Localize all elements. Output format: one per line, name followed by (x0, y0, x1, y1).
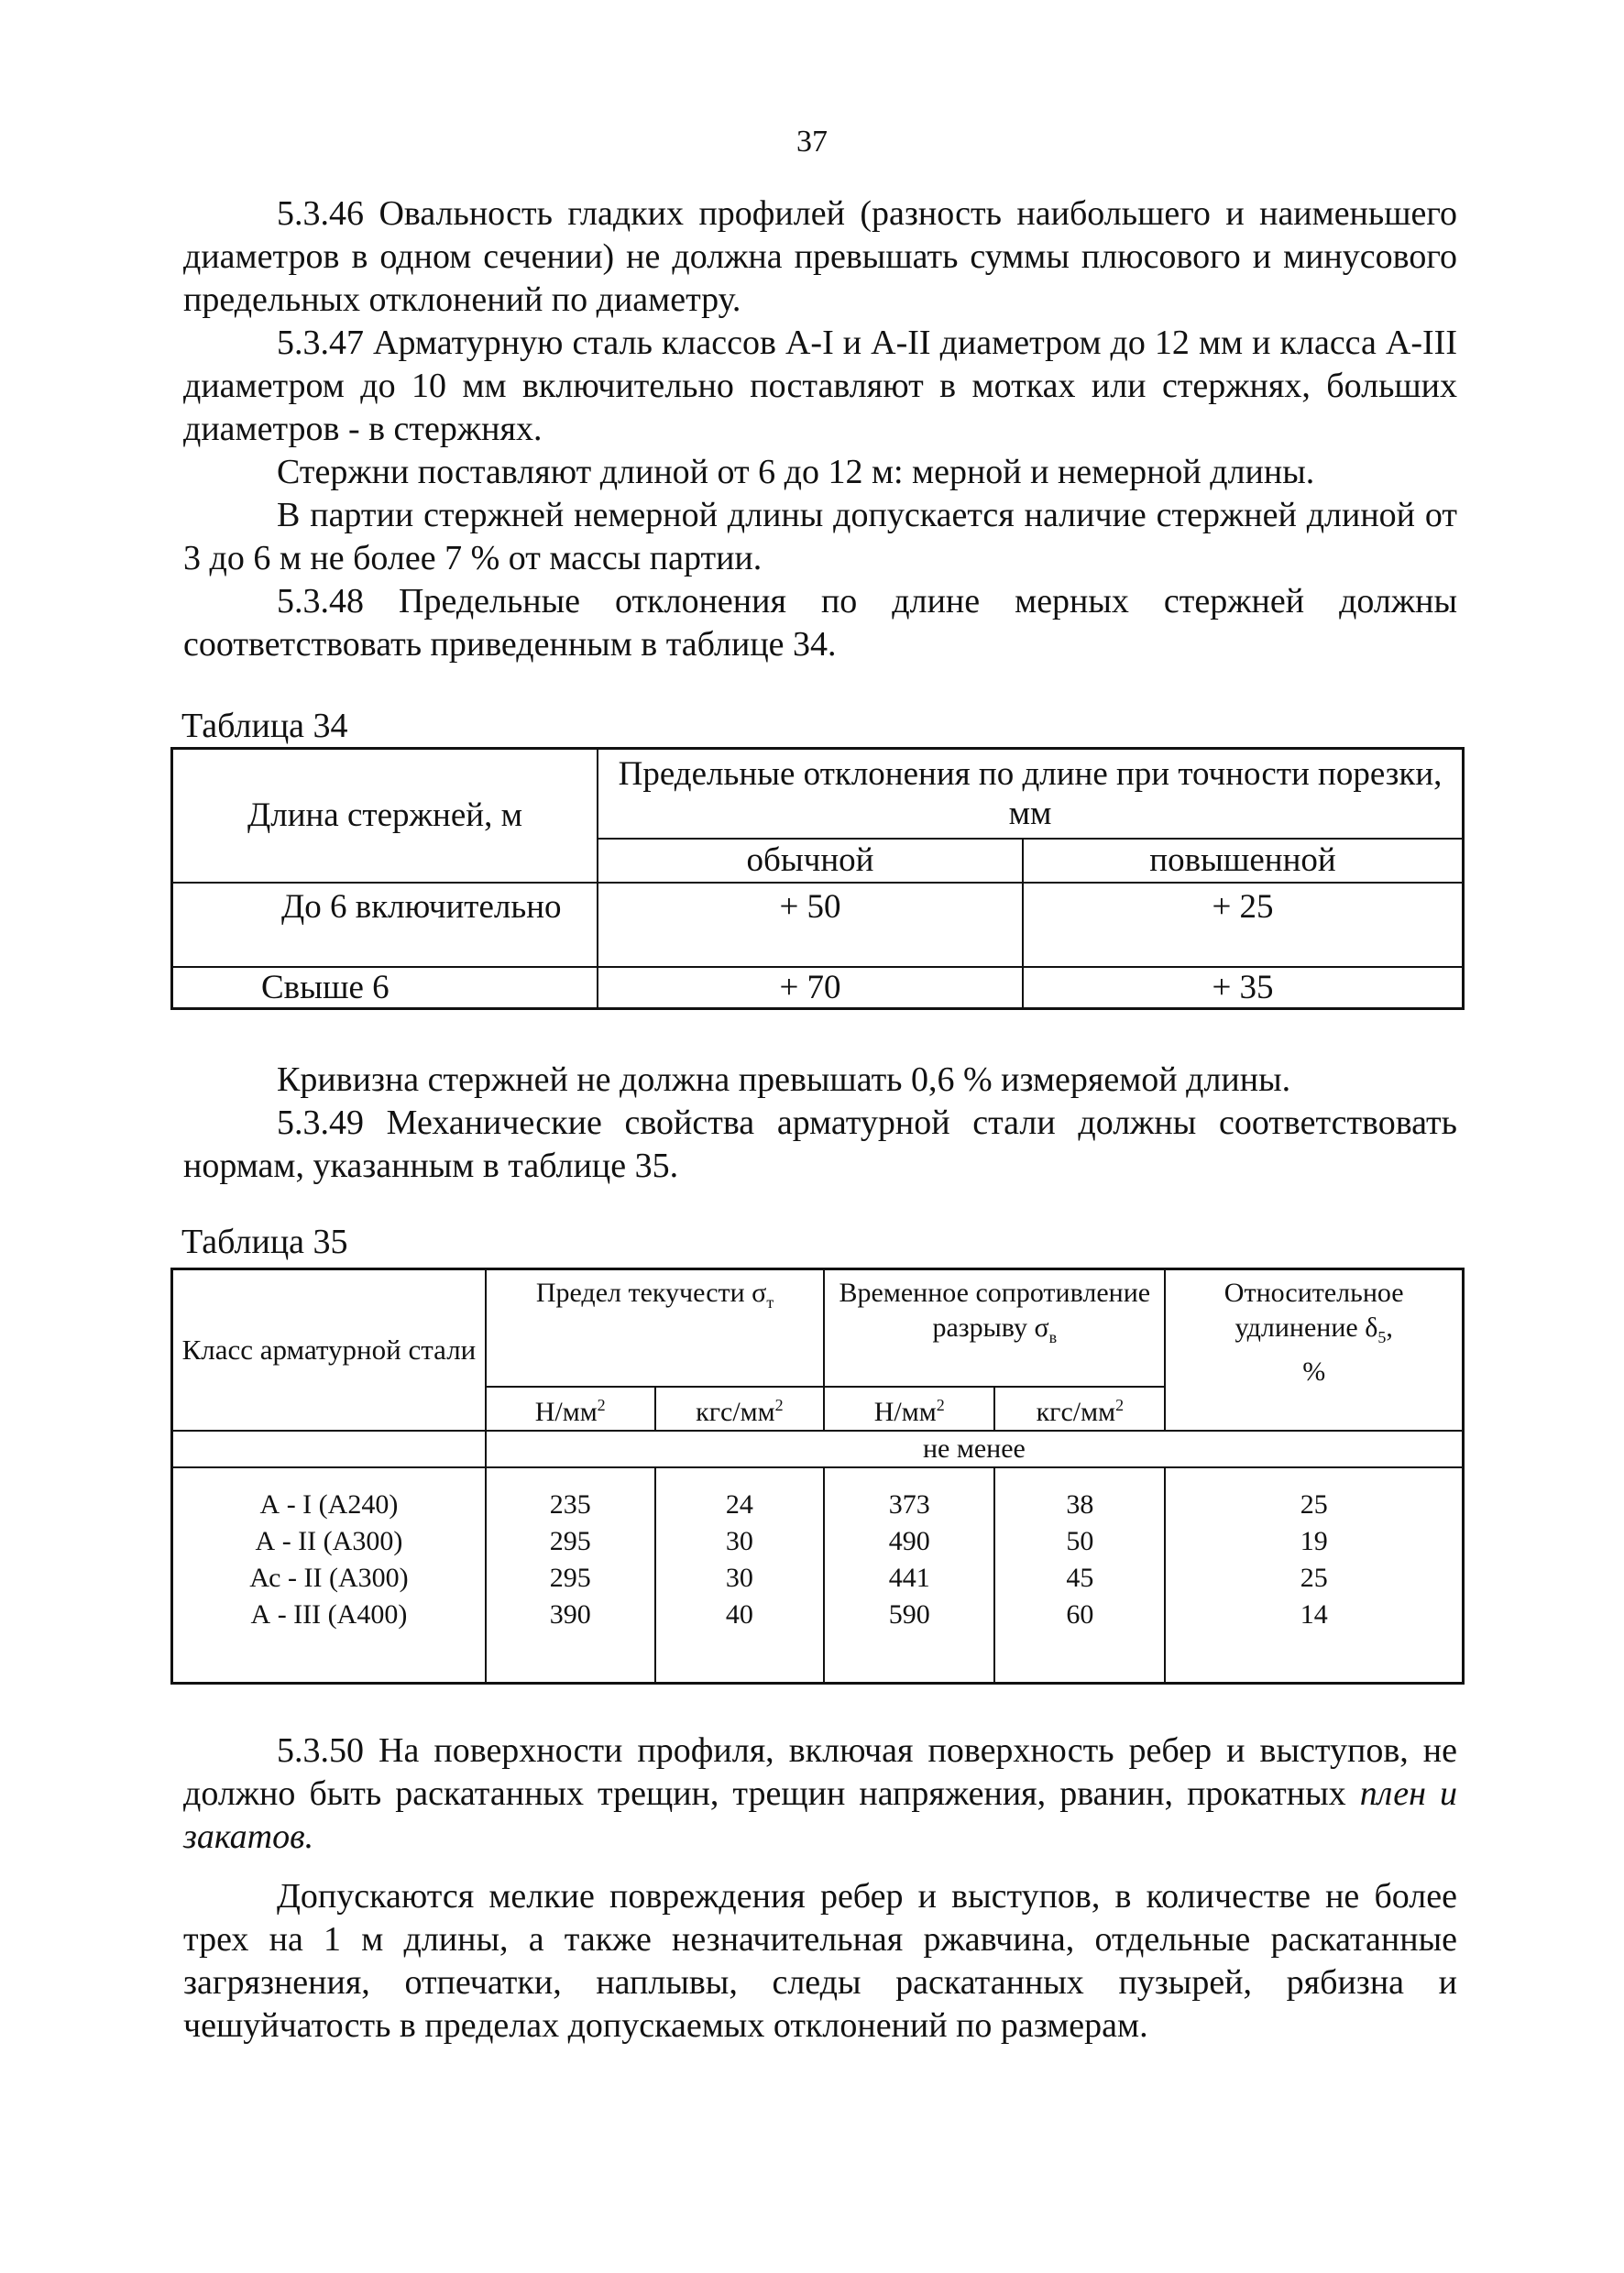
value: 30 (725, 1525, 753, 1556)
paragraph-5-3-46: 5.3.46 Овальность гладких профилей (разность наибольшего и наименьшего диаметров в одном сечении) не должна превышать суммы плюсового и минусового предельных отклонений по диаметру. (183, 194, 1457, 319)
value: 25 (1300, 1488, 1328, 1520)
table-34-length-cell: Свыше 6 (172, 967, 598, 1009)
paragraph-5-3-49: 5.3.49 Механические свойства арматурной стали должны соответствовать нормам, указанным в таблице 35. (183, 1104, 1457, 1185)
table-35-class-cell (172, 1467, 486, 1684)
value: 295 (549, 1525, 591, 1556)
paragraph-allowed-defects: Допускаются мелкие повреждения ребер и выступов, в количестве не более трех на 1 м длины, а также незначительная ржавчина, отдельные раскатанные загрязнения, отпечатки, наплывы, следы раскатанных пузырей, рябизна и чешуйчатость в пределах допускаемых отклонений по размерам. (183, 1877, 1457, 2045)
value: 390 (549, 1598, 591, 1630)
value: 235 (549, 1488, 591, 1520)
table-34-high-cell: + 35 (1023, 967, 1464, 1009)
table-34-normal-cell: + 50 (598, 883, 1023, 967)
value: 490 (888, 1525, 930, 1556)
text-block-top (183, 192, 1457, 666)
class-value: А - I (А240) (259, 1488, 399, 1520)
table-34-normal-cell: + 70 (598, 967, 1023, 1009)
table-35-caption: Таблица 35 (181, 1223, 348, 1261)
table-35-tensile-kgs-cell (994, 1467, 1165, 1684)
paragraph-curvature: Кривизна стержней не должна превышать 0,6 % измеряемой длины. (277, 1060, 1291, 1099)
value: 441 (888, 1562, 930, 1593)
value: 38 (1066, 1488, 1094, 1520)
table-35-tensile-n-cell (824, 1467, 994, 1684)
value: 14 (1300, 1598, 1328, 1630)
table-34-header-high: повышенной (1023, 839, 1464, 883)
table-34-length-cell: До 6 включительно (172, 883, 598, 967)
table-35-elongation-cell (1165, 1467, 1463, 1684)
table-35-unit-yield-n: $Н/мм^2$ (486, 1387, 655, 1431)
italic-text: плен и закатов. (183, 1774, 1458, 1856)
paragraph-rod-length: Стержни поставляют длиной от 6 до 12 м: мерной и немерной длины. (277, 453, 1315, 491)
value: 373 (888, 1488, 930, 1520)
table-34-header-normal: обычной (598, 839, 1023, 883)
value: 24 (725, 1488, 753, 1520)
table-35-blank-cell (172, 1431, 486, 1467)
value: 30 (725, 1562, 753, 1593)
table-row (172, 967, 1464, 1009)
table-34-caption: Таблица 34 (181, 707, 348, 745)
paragraph-5-3-48: 5.3.48 Предельные отклонения по длине мерных стержней должны соответствовать приведенным в таблице 34. (183, 582, 1457, 664)
class-value: А - III (А400) (250, 1598, 408, 1630)
paragraph-nonmeasured-batch: В партии стержней немерной длины допускается наличие стержней длиной от 3 до 6 м не более 7 % от массы партии. (183, 496, 1457, 577)
value: 19 (1300, 1525, 1328, 1556)
table-35-unit-tensile-n: $Н/мм^2$ (824, 1387, 994, 1431)
value: 295 (549, 1562, 591, 1593)
table-34-header-group: Предельные отклонения по длине при точности порезки, мм (598, 749, 1464, 839)
paragraph-5-3-50: 5.3.50 На поверхности профиля, включая поверхность ребер и выступов, не должно быть раскатанных трещин, трещин напряжения, рванин, прокатных плен и закатов. (183, 1731, 1458, 1856)
text-block-bottom (183, 1729, 1457, 2048)
page-number: 37 (796, 125, 828, 159)
table-34 (170, 747, 1465, 1010)
table-35-header-tensile: Временное сопротивление разрыву $\sigma_в$ (824, 1269, 1165, 1387)
table-35-header-yield: Предел текучести $\sigma_т$ (486, 1269, 824, 1387)
table-34-high-cell: + 25 (1023, 883, 1464, 967)
table-35-unit-tensile-kgs: кгс/$мм^2$ (994, 1387, 1165, 1431)
value: 50 (1066, 1525, 1094, 1556)
table-35-unit-yield-kgs: кгс/$мм^2$ (655, 1387, 825, 1431)
table-35 (170, 1268, 1465, 1685)
table-row (172, 1467, 1464, 1684)
table-35-header-class: Класс арматурной стали (172, 1269, 486, 1431)
value: 590 (888, 1598, 930, 1630)
table-35-yield-n-cell (486, 1467, 655, 1684)
value: 40 (725, 1598, 753, 1630)
value: 25 (1300, 1562, 1328, 1593)
table-34-header-length: Длина стержней, м (172, 749, 598, 883)
value: 60 (1066, 1598, 1094, 1630)
table-35-header-elongation: Относительное удлинение $\delta_5$, % (1165, 1269, 1463, 1431)
text-block-middle (183, 1059, 1457, 1188)
table-35-not-less: не менее (486, 1431, 1464, 1467)
class-value: Ас - II (А300) (249, 1562, 409, 1593)
value: 45 (1066, 1562, 1094, 1593)
paragraph-5-3-47: 5.3.47 Арматурную сталь классов А-I и А-II диаметром до 12 мм и класса А-III диаметром до 10 мм включительно поставляют в мотках или стержнях, больших диаметров - в стержнях. (183, 324, 1457, 448)
class-value: А - II (А300) (255, 1525, 403, 1556)
table-row (172, 883, 1464, 967)
table-35-yield-kgs-cell (655, 1467, 825, 1684)
